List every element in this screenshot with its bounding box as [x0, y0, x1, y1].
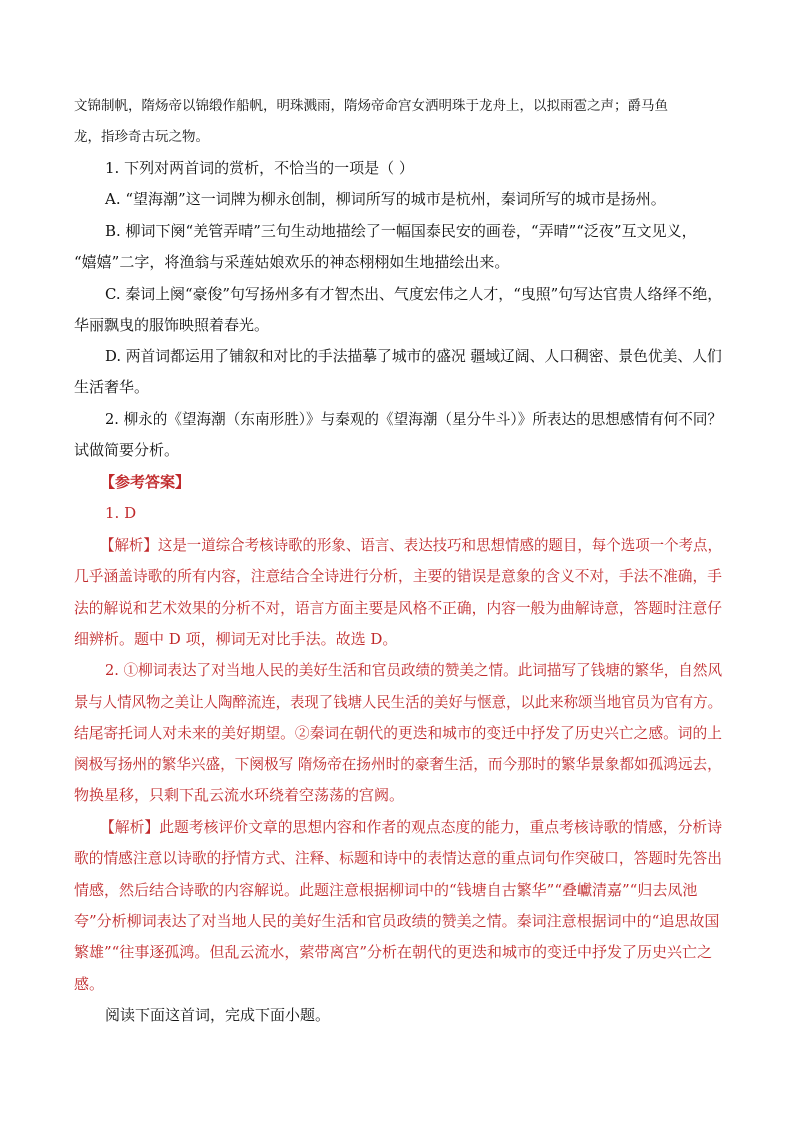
- answer-2-line-2: 景与人情风物之美让人陶醉流连，表现了钱塘人民生活的美好与惬意，以此来称颂当地官员为官有方。: [74, 693, 723, 711]
- option-b-line-2: “嬉嬉”二字，将渔翁与采莲姑娘欢乐的神态栩栩如生地描绘出来。: [74, 253, 510, 271]
- answer-2-line-3: 结尾寄托词人对未来的美好期望。②秦词在朝代的更迭和城市的变迁中抒发了历史兴亡之感。词的上: [74, 724, 723, 742]
- analysis-1-line-3: 法的解说和艺术效果的分析不对，语言方面主要是风格不正确，内容一般为曲解诗意，答题时注意仔: [74, 599, 723, 617]
- answer-2-line-1: 2. ①柳词表达了对当地人民的美好生活和官员政绩的赞美之情。此词描写了钱塘的繁华，自然风: [105, 661, 723, 679]
- option-d-line-2: 生活奢华。: [74, 378, 150, 396]
- answer-1: 1. D: [105, 504, 137, 522]
- analysis-1-line-1: 【解析】这是一道综合考核诗歌的形象、语言、表达技巧和思想情感的题目，每个选项一个考点，: [100, 536, 722, 554]
- reference-answer-header: 【参考答案】: [100, 473, 191, 491]
- analysis-2-line-6: 感。: [74, 975, 105, 993]
- analysis-1-line-2: 几乎涵盖诗歌的所有内容，注意结合全诗进行分析，主要的错误是意象的含义不对，手法不准确，手: [74, 567, 723, 585]
- question-2-line-1: 2. 柳永的《望海潮（东南形胜）》与秦观的《望海潮（星分牛斗）》所表达的思想感情有何不同？: [105, 410, 723, 428]
- option-b-line-1: B. 柳词下阕“羌管弄晴”三句生动地描绘了一幅国泰民安的画卷，“弄晴”“泛夜”互文见义，: [105, 222, 697, 240]
- option-c-line-2: 华丽飘曳的服饰映照着春光。: [74, 316, 270, 334]
- analysis-2-line-4: 夸”分析柳词表达了对当地人民的美好生活和官员政绩的赞美之情。秦词注意根据词中的“追思故国: [74, 912, 720, 930]
- question-2-line-2: 试做简要分析。: [74, 441, 180, 459]
- analysis-2-line-1: 【解析】此题考核评价文章的思想内容和作者的观点态度的能力，重点考核诗歌的情感，分析诗: [100, 818, 723, 836]
- analysis-1-line-4: 细辨析。题中 D 项，柳词无对比手法。故选 D。: [74, 630, 398, 648]
- option-a: A. “望海潮”这一词牌为柳永创制，柳词所写的城市是杭州，秦词所写的城市是扬州。: [105, 190, 666, 208]
- option-d-line-1: D. 两首词都运用了铺叙和对比的手法描摹了城市的盛况 疆域辽阔、人口稠密、景色优美、人们: [105, 347, 722, 365]
- analysis-2-line-3: 情感，然后结合诗歌的内容解说。此题注意根据柳词中的“钱塘自古繁华”“叠巘清嘉”“归去凤池: [74, 881, 698, 899]
- note-line-2: 龙，指珍奇古玩之物。: [74, 129, 209, 145]
- answer-2-line-4: 阕极写扬州的繁华兴盛，下阕极写 隋炀帝在扬州时的豪奢生活，而今那时的繁华景象都如孤鸿远去，: [74, 755, 722, 773]
- option-c-line-1: C. 秦词上阕“豪俊”句写扬州多有才智杰出、气度宏伟之人才，“曳照”句写达官贵人络绎不绝，: [105, 285, 723, 303]
- note-line-1: 文锦制帆，隋炀帝以锦缎作船帆，明珠溅雨，隋炀帝命宫女洒明珠于龙舟上，以拟雨雹之声；爵马鱼: [74, 98, 668, 114]
- question-1-stem: 1. 下列对两首词的赏析，不恰当的一项是（ ）: [105, 159, 414, 177]
- analysis-2-line-2: 歌的情感注意以诗歌的抒情方式、注释、标题和诗中的表情达意的重点词句作突破口，答题时先答出: [74, 849, 723, 867]
- answer-2-line-5: 物换星移，只剩下乱云流水环绕着空荡荡的宫阙。: [74, 786, 405, 804]
- next-reading-instruction: 阅读下面这首词，完成下面小题。: [105, 1006, 331, 1024]
- analysis-2-line-5: 繁雄”“往事逐孤鸿。但乱云流水，萦带离宫”分析在朝代的更迭和城市的变迁中抒发了历史兴亡之: [74, 943, 713, 961]
